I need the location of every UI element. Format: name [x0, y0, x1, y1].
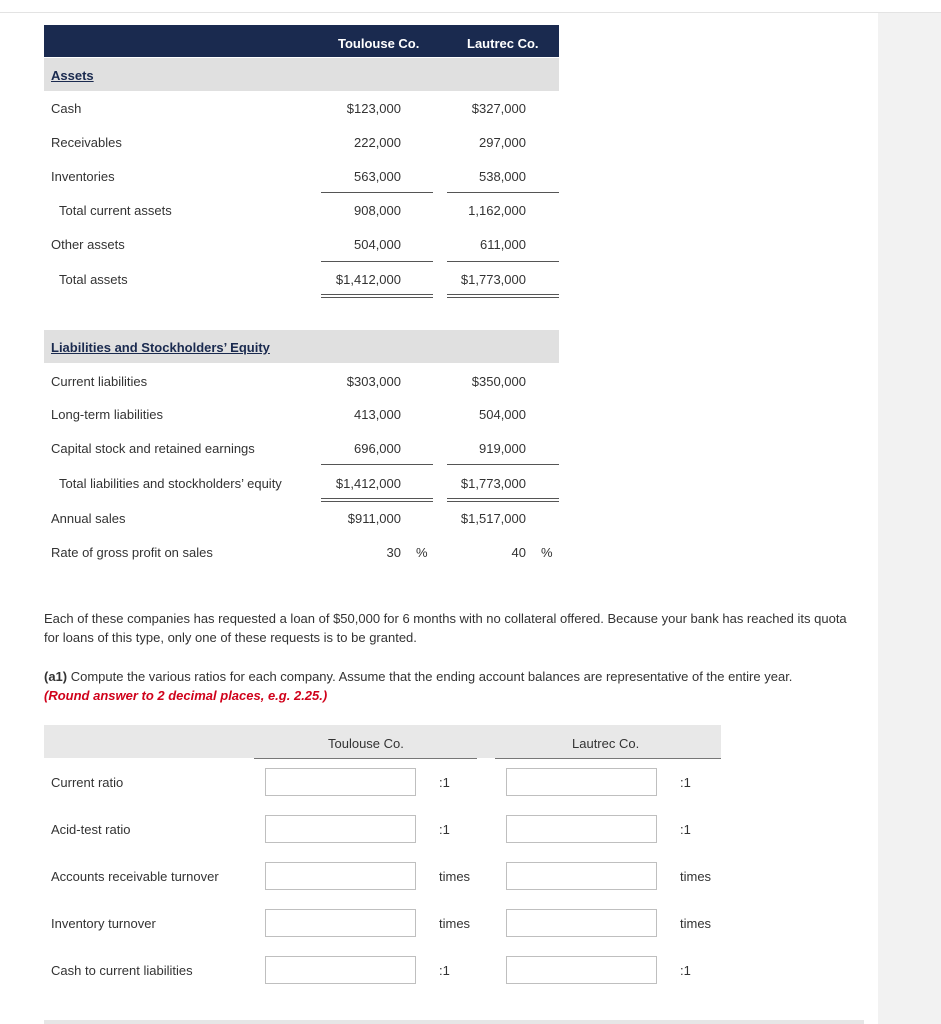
top-bar	[0, 0, 941, 13]
value-lautrec: 919,000	[479, 441, 526, 456]
row-label: Rate of gross profit on sales	[51, 545, 213, 560]
assets-section-band	[44, 58, 559, 91]
acid-test-ratio-toulouse-input[interactable]	[265, 815, 416, 843]
row-label: Total assets	[59, 272, 128, 287]
total-double-rule	[321, 294, 433, 298]
ratio-label: Inventory turnover	[51, 916, 156, 931]
value-lautrec: $327,000	[471, 101, 526, 116]
row-label: Other assets	[51, 237, 125, 252]
rounding-instruction: (Round answer to 2 decimal places, e.g. 2.25.)	[44, 688, 328, 703]
question-text	[44, 667, 864, 705]
unit-label: :1	[439, 775, 450, 790]
ratio-label: Accounts receivable turnover	[51, 869, 219, 884]
unit-label: :1	[680, 963, 691, 978]
subtotal-rule	[321, 464, 433, 465]
value-lautrec: $1,773,000	[460, 272, 526, 287]
value-toulouse: 908,000	[354, 203, 401, 218]
total-double-rule	[447, 498, 559, 502]
row-label: Receivables	[51, 135, 122, 150]
inventory-turnover-lautrec-input[interactable]	[506, 909, 657, 937]
value-toulouse: 413,000	[354, 407, 401, 422]
subtotal-rule	[447, 464, 559, 465]
acid-test-ratio-lautrec-input[interactable]	[506, 815, 657, 843]
value-toulouse: $911,000	[347, 511, 401, 526]
subtotal-rule	[447, 192, 559, 193]
unit-label: :1	[680, 775, 691, 790]
ratio-col-header-toulouse: Toulouse Co.	[328, 736, 404, 751]
unit-label: times	[439, 869, 471, 884]
value-toulouse: 696,000	[354, 441, 401, 456]
value-toulouse: $1,412,000	[335, 272, 401, 287]
unit-label: times	[680, 869, 712, 884]
unit-label: :1	[439, 963, 450, 978]
ratio-label: Acid-test ratio	[51, 822, 131, 837]
value-lautrec: 297,000	[479, 135, 526, 150]
row-label: Cash	[51, 101, 82, 116]
col-underline	[495, 758, 721, 759]
value-toulouse: 222,000	[354, 135, 401, 150]
total-double-rule	[321, 498, 433, 502]
row-label: Current liabilities	[51, 374, 148, 389]
next-section-edge	[44, 1020, 864, 1024]
inventory-turnover-toulouse-input[interactable]	[265, 909, 416, 937]
col-header-toulouse: Toulouse Co.	[338, 36, 420, 51]
problem-description: Each of these companies has requested a loan of $50,000 for 6 months with no collateral offered. Because your bank has reached its quota for loans of this type, only one of these requests is to be granted.	[44, 611, 847, 645]
subtotal-rule	[321, 192, 433, 193]
question-prefix: (a1)	[44, 669, 68, 684]
value-toulouse: 563,000	[354, 169, 401, 184]
value-toulouse: 30	[386, 545, 401, 560]
current-ratio-lautrec-input[interactable]	[506, 768, 657, 796]
unit-label: times	[680, 916, 712, 931]
percent-sign: %	[541, 545, 553, 560]
value-toulouse: $303,000	[346, 374, 401, 389]
row-label: Inventories	[51, 169, 115, 184]
percent-sign: %	[416, 545, 428, 560]
question-body: Compute the various ratios for each company. Assume that the ending account balances are representative of the entire year.	[67, 669, 793, 684]
row-label: Capital stock and retained earnings	[51, 441, 255, 456]
ratio-col-header-lautrec: Lautrec Co.	[572, 736, 640, 751]
current-ratio-toulouse-input[interactable]	[265, 768, 416, 796]
value-lautrec: 1,162,000	[468, 203, 526, 218]
value-toulouse: $123,000	[346, 101, 401, 116]
assets-heading: Assets	[51, 68, 94, 83]
unit-label: :1	[680, 822, 691, 837]
value-toulouse: $1,412,000	[335, 476, 401, 491]
value-lautrec: 538,000	[479, 169, 526, 184]
row-label: Total liabilities and stockholders’ equity	[59, 476, 282, 491]
ar-turnover-toulouse-input[interactable]	[265, 862, 416, 890]
ratio-label: Cash to current liabilities	[51, 963, 193, 978]
value-lautrec: $350,000	[471, 374, 526, 389]
subtotal-rule	[447, 261, 559, 262]
col-header-lautrec: Lautrec Co.	[467, 36, 539, 51]
ar-turnover-lautrec-input[interactable]	[506, 862, 657, 890]
cash-to-cl-toulouse-input[interactable]	[265, 956, 416, 984]
unit-label: times	[439, 916, 471, 931]
subtotal-rule	[321, 261, 433, 262]
value-lautrec: $1,517,000	[460, 511, 526, 526]
row-label: Long-term liabilities	[51, 407, 163, 422]
row-label: Total current assets	[59, 203, 172, 218]
col-underline	[254, 758, 477, 759]
row-label: Annual sales	[51, 511, 126, 526]
value-lautrec: 40	[511, 545, 526, 560]
total-double-rule	[447, 294, 559, 298]
cash-to-cl-lautrec-input[interactable]	[506, 956, 657, 984]
liabilities-heading: Liabilities and Stockholders’ Equity	[51, 340, 270, 355]
unit-label: :1	[439, 822, 450, 837]
value-lautrec: 504,000	[479, 407, 526, 422]
value-lautrec: 611,000	[479, 237, 526, 252]
value-lautrec: $1,773,000	[460, 476, 526, 491]
value-toulouse: 504,000	[354, 237, 401, 252]
ratio-label: Current ratio	[51, 775, 124, 790]
